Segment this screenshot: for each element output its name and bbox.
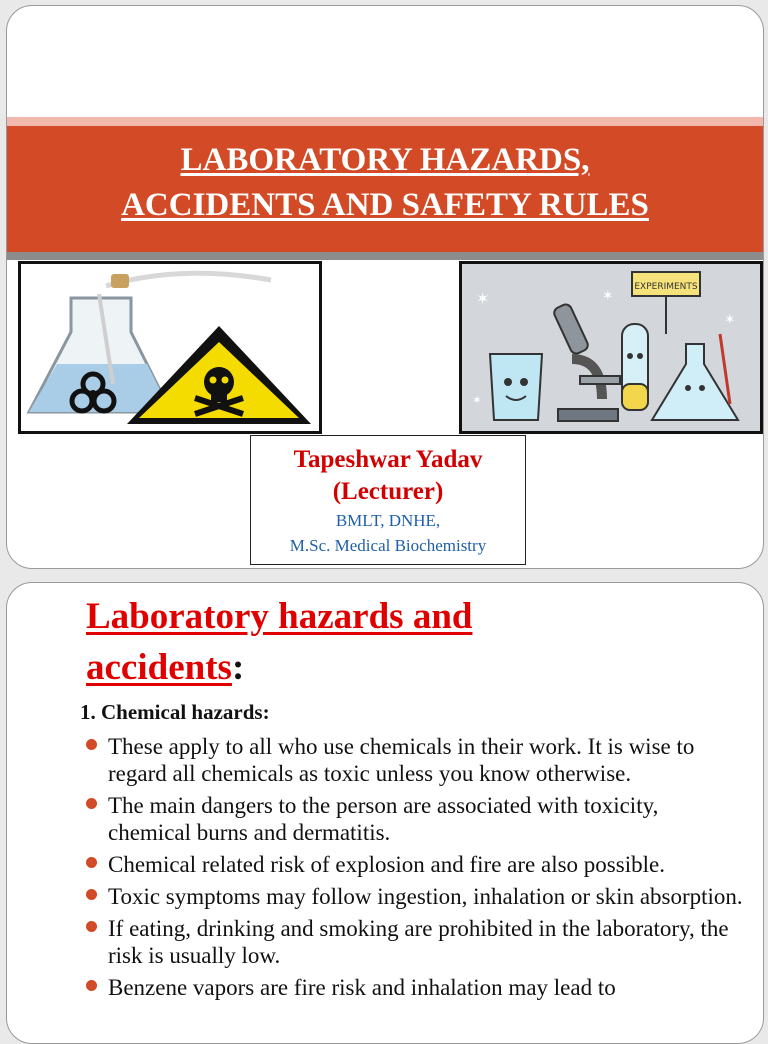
svg-text:✶: ✶ bbox=[724, 312, 736, 328]
author-degrees-line-2: M.Sc. Medical Biochemistry bbox=[289, 536, 487, 555]
slide-title bbox=[7, 138, 763, 228]
list-item: Benzene vapors are fire risk and inhalation may lead to bbox=[86, 974, 746, 1001]
content-heading bbox=[86, 591, 472, 693]
content-slide bbox=[6, 582, 764, 1044]
flask-stopper-icon bbox=[111, 274, 129, 288]
experiments-sign-label: EXPERIMENTS bbox=[634, 282, 698, 292]
title-slide bbox=[6, 5, 764, 569]
list-item: Chemical related risk of explosion and fire are also possible. bbox=[86, 851, 746, 878]
author-name: Tapeshwar Yadav bbox=[293, 446, 483, 473]
content-heading-line-2: accidents bbox=[86, 647, 232, 688]
test-tube-icon bbox=[622, 324, 648, 410]
title-band-top-stripe bbox=[7, 117, 763, 126]
svg-text:✶: ✶ bbox=[602, 288, 614, 304]
list-item: These apply to all who use chemicals in their work. It is wise to regard all chemicals as toxic unless you know otherwise. bbox=[86, 733, 746, 787]
toxic-warning-sign-icon bbox=[127, 326, 311, 424]
title-band-bottom-stripe bbox=[7, 252, 763, 260]
section-subheading: 1. Chemical hazards: bbox=[80, 700, 270, 724]
microscope-icon bbox=[552, 303, 620, 421]
list-item: If eating, drinking and smoking are prohibited in the laboratory, the risk is usually low. bbox=[86, 915, 746, 969]
author-degrees-line-1: BMLT, DNHE, bbox=[335, 511, 441, 530]
bullet-list bbox=[86, 733, 746, 1006]
svg-text:✶: ✶ bbox=[472, 393, 483, 407]
beaker-icon bbox=[490, 354, 542, 420]
list-item: The main dangers to the person are associated with toxicity, chemical burns and dermatitis. bbox=[86, 792, 746, 846]
svg-text:✶: ✶ bbox=[476, 289, 490, 308]
author-card bbox=[250, 435, 526, 565]
content-heading-colon: : bbox=[231, 647, 245, 688]
experiments-cartoon-image bbox=[459, 261, 763, 434]
hazard-flask-illustration bbox=[21, 264, 319, 431]
content-heading-line-1: Laboratory hazards and bbox=[86, 596, 473, 637]
conical-flask-icon bbox=[652, 334, 738, 420]
author-role: (Lecturer) bbox=[332, 478, 444, 505]
lab-equipment-cartoon bbox=[462, 264, 760, 431]
list-item: Toxic symptoms may follow ingestion, inhalation or skin absorption. bbox=[86, 883, 746, 910]
hazard-flask-image bbox=[18, 261, 322, 434]
slide-title-line-2: ACCIDENTS AND SAFETY RULES bbox=[121, 187, 649, 223]
slide-title-line-1: LABORATORY HAZARDS, bbox=[180, 142, 590, 178]
